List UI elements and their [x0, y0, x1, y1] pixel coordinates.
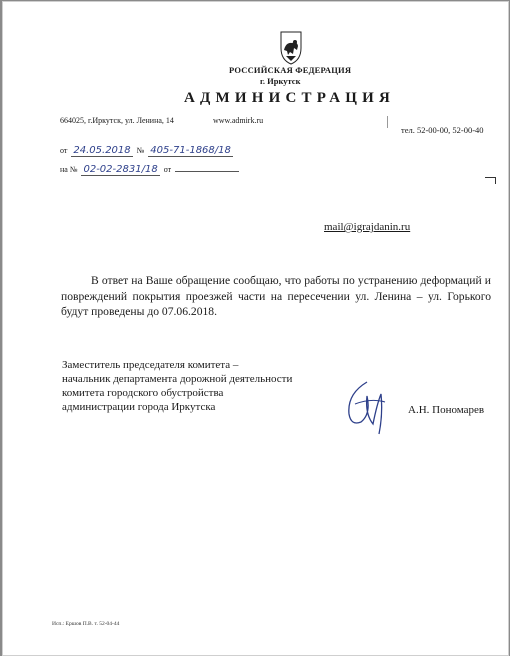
- body-paragraph: В ответ на Ваше обращение сообщаю, что работы по устранению деформаций и повреждений покрытия проезжей части на пересечении ул. Ленина – ул. Горького будут проведены до 07.06.2018.: [61, 274, 491, 318]
- outgoing-number: 405-71-1868/18: [150, 145, 231, 156]
- country-name: РОССИЙСКАЯ ФЕДЕРАЦИЯ: [229, 65, 352, 75]
- recipient-email[interactable]: mail@igrajdanin.ru: [324, 221, 411, 233]
- organization-title: АДМИНИСТРАЦИЯ: [184, 90, 395, 106]
- signer-title: Заместитель председателя комитета – начальник департамента дорожной деятельности комитета городского обустройства администрации города Иркутска: [62, 359, 293, 413]
- corner-mark: [485, 177, 496, 184]
- ref-label: на №: [60, 165, 78, 174]
- signer-name: А.Н. Пономарев: [408, 404, 485, 416]
- number-label: №: [136, 146, 145, 155]
- phone-numbers: тел. 52-00-00, 52-00-40: [401, 125, 484, 135]
- incoming-number: 02-02-2831/18: [83, 164, 158, 175]
- handwritten-signature: [337, 374, 397, 442]
- executor-note: Исп.: Ершов П.В. т. 52-04-44: [52, 621, 120, 627]
- outgoing-date: 24.05.2018: [73, 145, 131, 156]
- address-bracket: [387, 116, 391, 128]
- incoming-date-blank: [175, 161, 239, 172]
- city-name: г. Иркутск: [260, 76, 301, 86]
- from-label: от: [60, 146, 68, 155]
- coat-of-arms-icon: [271, 30, 311, 66]
- ref-from-label: от: [163, 165, 172, 174]
- letter-body: [61, 273, 491, 320]
- website-link[interactable]: www.admirk.ru: [213, 116, 264, 125]
- incoming-reference: [60, 159, 239, 177]
- outgoing-registration: [60, 140, 233, 158]
- postal-address: 664025, г.Иркутск, ул. Ленина, 14: [60, 116, 174, 125]
- letter-sheet: [2, 1, 509, 656]
